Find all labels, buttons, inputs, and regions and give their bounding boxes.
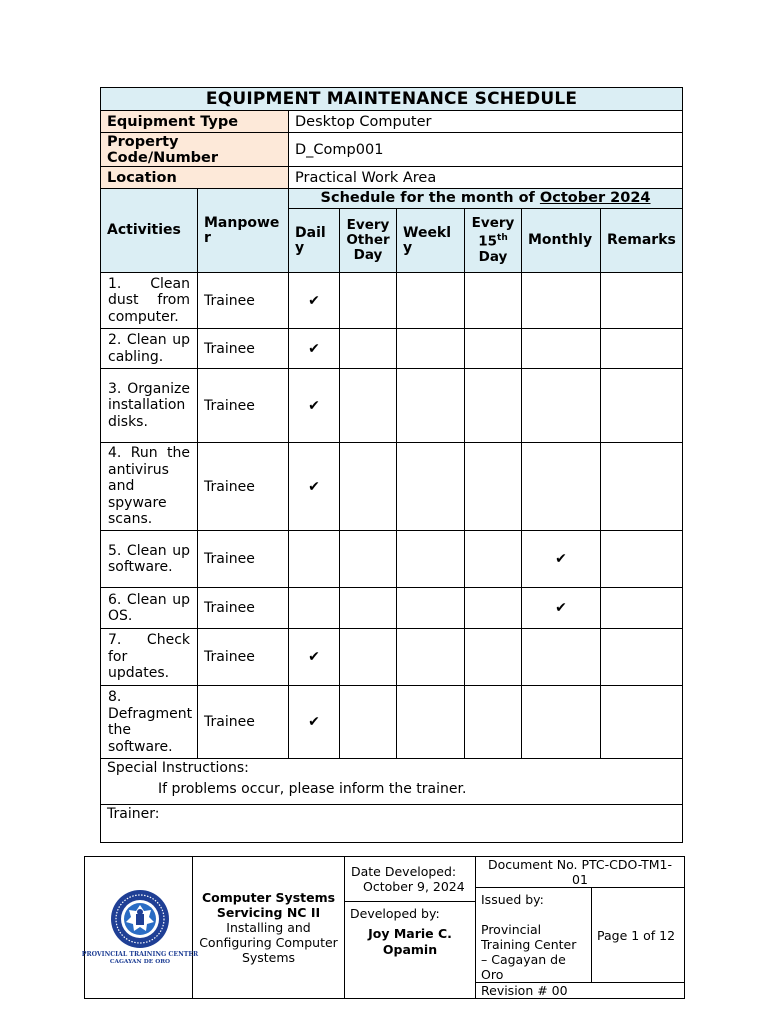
property-code-value: D_Comp001 xyxy=(289,133,683,167)
remarks-header: Remarks xyxy=(601,209,683,273)
monthly-check xyxy=(522,686,601,759)
monthly-check xyxy=(522,329,601,369)
schedule-prefix: Schedule for the month of xyxy=(320,190,540,206)
daily-check: ✔ xyxy=(289,443,340,531)
manpower-cell: Trainee xyxy=(198,629,289,686)
activity-cell: 1. Clean dust from computer. xyxy=(101,273,198,329)
daily-header: Daily xyxy=(289,209,340,273)
manpower-cell: Trainee xyxy=(198,329,289,369)
location-value: Practical Work Area xyxy=(289,167,683,189)
activity-cell: 4. Run the antivirus and spyware scans. xyxy=(101,443,198,531)
activity-cell: 5. Clean up software. xyxy=(101,531,198,588)
monthly-check: ✔ xyxy=(522,588,601,629)
ptc-logo xyxy=(81,857,199,999)
equipment-type-label: Equipment Type xyxy=(101,111,289,133)
trainer-field: Trainer: xyxy=(101,805,683,843)
monthly-header: Monthly xyxy=(522,209,601,273)
logo-line2: CAGAYAN DE ORO xyxy=(109,959,171,965)
daily-check xyxy=(289,531,340,588)
activity-cell: 7. Check for updates. xyxy=(101,629,198,686)
issued-by: Issued by: Provincial Training Center – Cagayan de Oro xyxy=(476,888,592,983)
tesda-seal-icon xyxy=(81,887,199,965)
manpower-cell: Trainee xyxy=(198,273,289,329)
document-title: EQUIPMENT MAINTENANCE SCHEDULE xyxy=(101,88,683,111)
daily-check: ✔ xyxy=(289,369,340,443)
monthly-check xyxy=(522,369,601,443)
activity-cell: 3. Organize installation disks. xyxy=(101,369,198,443)
daily-check: ✔ xyxy=(289,329,340,369)
table-row xyxy=(101,443,683,531)
table-row xyxy=(101,686,683,759)
table-row xyxy=(101,588,683,629)
activity-cell: 8. Defragment the software. xyxy=(101,686,198,759)
equipment-type-value: Desktop Computer xyxy=(289,111,683,133)
weekly-header: Weekly xyxy=(397,209,465,273)
monthly-check xyxy=(522,629,601,686)
manpower-cell: Trainee xyxy=(198,443,289,531)
activity-cell: 6. Clean up OS. xyxy=(101,588,198,629)
course-subtitle: Installing and Configuring Computer Systems xyxy=(199,920,338,965)
page-number: Page 1 of 12 xyxy=(592,888,685,983)
manpower-cell: Trainee xyxy=(198,369,289,443)
manpower-cell: Trainee xyxy=(198,588,289,629)
activity-cell: 2. Clean up cabling. xyxy=(101,329,198,369)
maintenance-schedule-table xyxy=(100,87,683,843)
schedule-month-header xyxy=(289,189,683,209)
table-row xyxy=(101,369,683,443)
course-info xyxy=(193,857,345,999)
every-15th-day-header: Every 15th Day xyxy=(465,209,522,273)
table-row xyxy=(101,531,683,588)
schedule-month: October 2024 xyxy=(539,190,651,206)
course-title: Computer Systems Servicing NC II xyxy=(201,890,336,920)
monthly-check: ✔ xyxy=(522,531,601,588)
table-row xyxy=(101,629,683,686)
developed-by: Developed by: Joy Marie C. Opamin xyxy=(345,902,476,999)
table-row xyxy=(101,329,683,369)
daily-check: ✔ xyxy=(289,629,340,686)
manpower-cell: Trainee xyxy=(198,531,289,588)
location-label: Location xyxy=(101,167,289,189)
daily-check: ✔ xyxy=(289,273,340,329)
table-row xyxy=(101,273,683,329)
developer-name: Joy Marie C. Opamin xyxy=(368,926,452,957)
monthly-check xyxy=(522,273,601,329)
document-number: Document No. PTC-CDO-TM1-01 xyxy=(476,857,685,888)
activities-header: Activities xyxy=(101,189,198,273)
revision-number: Revision # 00 xyxy=(476,983,685,999)
every-other-day-header: Every Other Day xyxy=(340,209,397,273)
document-footer xyxy=(81,856,685,999)
manpower-header: Manpower xyxy=(198,189,289,273)
special-instructions-text: If problems occur, please inform the trainer. xyxy=(101,781,683,805)
property-code-label: Property Code/Number xyxy=(101,133,289,167)
date-developed: Date Developed: October 9, 2024 xyxy=(345,857,476,902)
monthly-check xyxy=(522,443,601,531)
special-instructions-label: Special Instructions: xyxy=(101,759,683,781)
daily-check xyxy=(289,588,340,629)
logo-line1: PROVINCIAL TRAINING CENTER xyxy=(81,951,199,958)
daily-check: ✔ xyxy=(289,686,340,759)
manpower-cell: Trainee xyxy=(198,686,289,759)
